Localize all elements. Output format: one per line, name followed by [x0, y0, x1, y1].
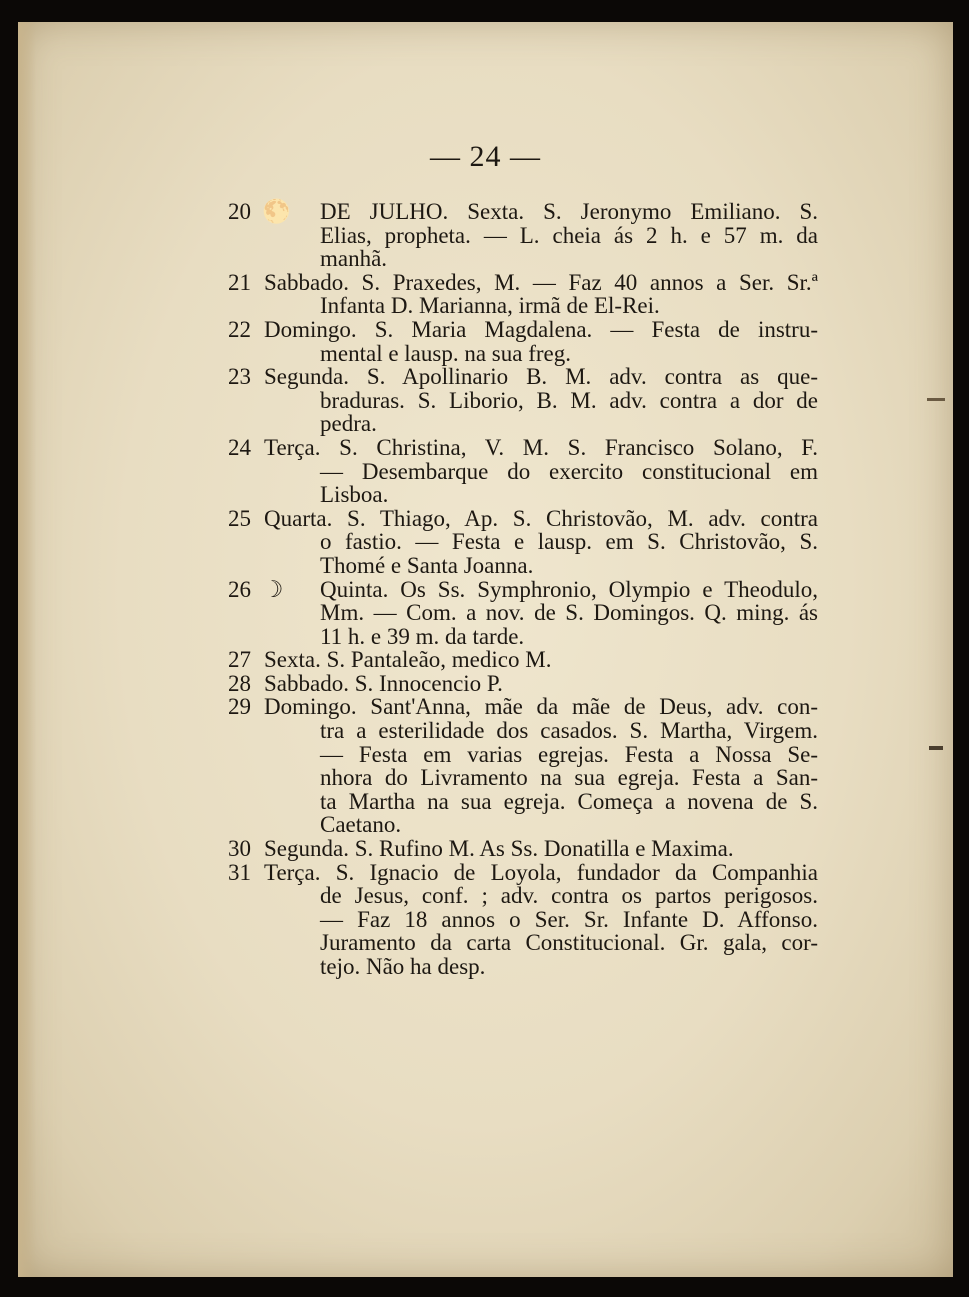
entry-line: Caetano. [320, 812, 402, 838]
entry-line: Segunda. S. Rufino M. As Ss. Donatilla e Maxima. [264, 836, 734, 862]
day-number: 31 [228, 859, 251, 885]
entry-line: Infanta D. Marianna, irmã de El-Rei. [320, 293, 660, 319]
day-number: 25 [228, 505, 251, 531]
entry-line: Domingo. Sant'Anna, mãe da mãe de Deus, adv. con- [264, 694, 818, 720]
entry-line: Terça. S. Ignacio de Loyola, fundador da Companhia [264, 859, 818, 885]
entry-line: Lisboa. [320, 482, 389, 508]
entry-line: Mm. — Com. a nov. de S. Domingos. Q. ming. ás [320, 600, 818, 626]
calendar-entry [228, 365, 818, 436]
entry-line: o fastio. — Festa e lausp. em S. Christovão, S. [320, 529, 818, 555]
entry-line: Sexta. S. Pantaleão, medico M. [264, 647, 552, 673]
entry-line: de Jesus, conf. ; adv. contra os partos perigosos. [320, 883, 818, 909]
day-number: 21 [228, 269, 251, 295]
entry-line: Thomé e Santa Joanna. [320, 552, 534, 578]
entry-line: Domingo. S. Maria Magdalena. — Festa de instru- [264, 316, 818, 342]
entry-line: Sabbado. S. Innocencio P. [264, 670, 503, 696]
entry-line: — Festa em varias egrejas. Festa a Nossa Se- [320, 741, 818, 767]
day-number: 20 [228, 199, 251, 224]
calendar-entry [228, 318, 818, 365]
entry-line: tejo. Não ha desp. [320, 954, 486, 979]
moon-phase-icon: ☽ [262, 576, 284, 602]
entry-line: tra a esterilidade dos casados. S. Martha, Virgem. [320, 718, 818, 744]
page-number: — 24 — [430, 140, 541, 173]
entry-line: manhã. [320, 246, 388, 272]
calendar-entry [228, 271, 818, 318]
day-number: 22 [228, 316, 251, 342]
day-number: 27 [228, 647, 251, 673]
day-number: 28 [228, 670, 251, 696]
day-number: 29 [228, 694, 251, 720]
day-number: 24 [228, 434, 251, 460]
day-number: 23 [228, 364, 251, 390]
entry-line: Sabbado. S. Praxedes, M. — Faz 40 annos a Ser. Sr.ª [264, 269, 818, 295]
entry-line: pedra. [320, 411, 377, 437]
calendar-entry [228, 837, 818, 861]
calendar-entry [228, 507, 818, 578]
entry-line: DE JULHO. Sexta. S. Jeronymo Emiliano. S. [320, 199, 818, 224]
entry-line: Quarta. S. Thiago, Ap. S. Christovão, M. adv. contra [264, 505, 818, 531]
entry-line: mental e lausp. na sua freg. [320, 340, 571, 366]
calendar-entry [228, 578, 818, 649]
entry-line: Quinta. Os Ss. Symphronio, Olympio e Theodulo, [320, 576, 818, 602]
calendar-entry [228, 648, 818, 672]
entry-line: braduras. S. Liborio, B. M. adv. contra a dor de [320, 387, 818, 413]
entry-line: ta Martha na sua egreja. Começa a novena de S. [320, 788, 818, 814]
entry-line: — Desembarque do exercito constitucional em [320, 458, 818, 484]
entry-line: Terça. S. Christina, V. M. S. Francisco Solano, F. [264, 434, 818, 460]
page-mark [929, 746, 943, 750]
entry-line: nhora do Livramento na sua egreja. Festa a San- [320, 765, 818, 791]
entry-line: — Faz 18 annos o Ser. Sr. Infante D. Affonso. [320, 906, 818, 932]
calendar-entry [228, 436, 818, 507]
moon-phase-icon: 🌕 [262, 199, 291, 224]
calendar-entry [228, 672, 818, 696]
calendar-entry [228, 695, 818, 837]
calendar-entries [228, 200, 818, 979]
entry-line: Juramento da carta Constitucional. Gr. gala, cor- [320, 930, 818, 956]
entry-line: Elias, propheta. — L. cheia ás 2 h. e 57 m. da [320, 222, 818, 248]
book-page [18, 22, 953, 1277]
page-mark [927, 398, 945, 401]
calendar-entry [228, 200, 818, 271]
day-number: 26 [228, 576, 251, 602]
calendar-entry [228, 861, 818, 979]
entry-line: 11 h. e 39 m. da tarde. [320, 623, 525, 649]
entry-line: Segunda. S. Apollinario B. M. adv. contra as que- [264, 364, 818, 390]
day-number: 30 [228, 836, 251, 862]
